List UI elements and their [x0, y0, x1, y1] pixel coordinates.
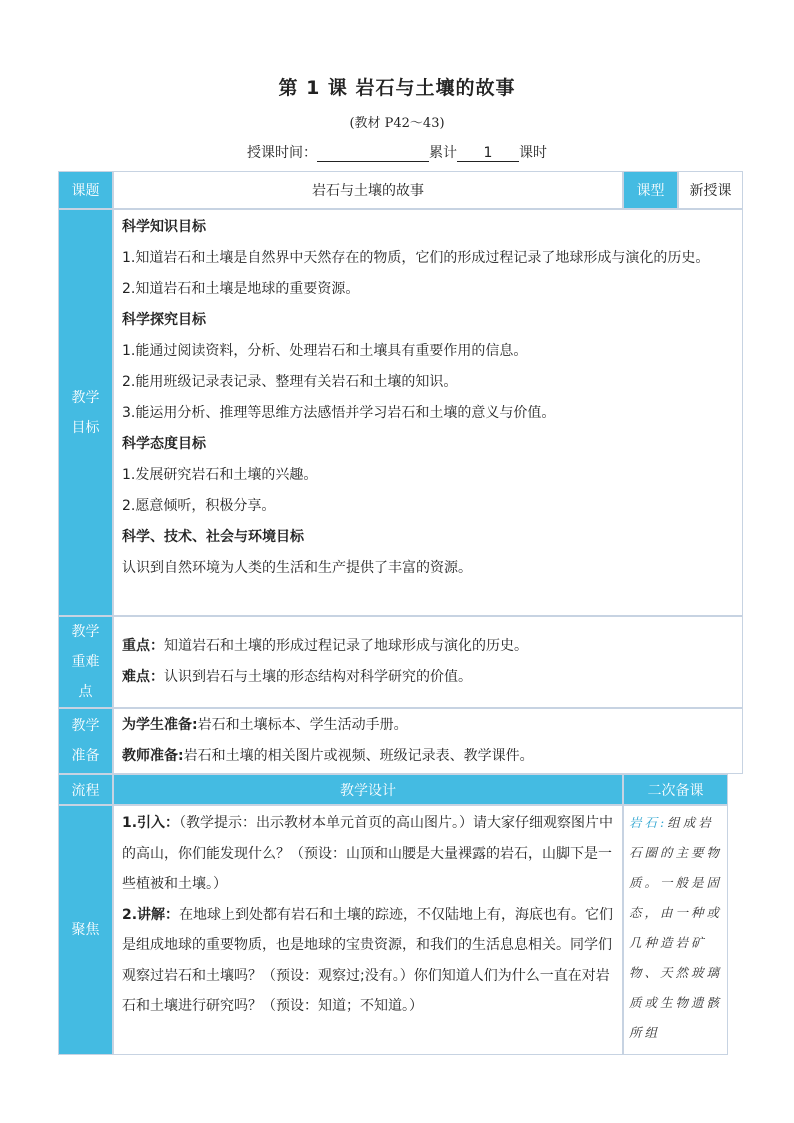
student-prep-label: 为学生准备: — [122, 717, 198, 733]
objective-heading: 科学、技术、社会与环境目标 — [122, 529, 304, 545]
period-label: 课时 — [519, 145, 547, 161]
student-prep-text: 岩石和土壤标本、学生活动手册。 — [197, 717, 408, 733]
step2-label: 2.讲解： — [122, 906, 180, 923]
preparation-row — [58, 708, 743, 774]
objective-item: 1.能通过阅读资料，分析、处理岩石和土壤具有重要作用的信息。 — [122, 343, 528, 359]
secondary-prep-header: 二次备课 — [623, 774, 728, 805]
objective-heading: 科学知识目标 — [122, 219, 206, 235]
step1-text: （教学提示：出示教材本单元首页的高山图片。）请大家仔细观察图片中的高山，你们能发现什么？（预设：山顶和山腰是大量裸露的岩石，山脚下是一些植被和土壤。） — [122, 815, 614, 892]
difficult-point-label: 难点： — [122, 669, 164, 685]
objective-item: 1.知道岩石和土壤是自然界中天然存在的物质，它们的形成过程记录了地球形成与演化的历史。 — [122, 250, 710, 266]
focus-content — [113, 805, 623, 1055]
focus-row — [58, 805, 728, 1055]
type-label: 课型 — [623, 171, 678, 209]
cumulative-label: 累计 — [429, 145, 457, 161]
objective-item: 认识到自然环境为人类的生活和生产提供了丰富的资源。 — [122, 560, 472, 576]
objectives-row — [58, 209, 743, 616]
lesson-title: 第 1 课 岩石与土壤的故事 — [278, 77, 516, 99]
objective-heading: 科学探究目标 — [122, 312, 206, 328]
design-header: 教学设计 — [113, 774, 623, 805]
topic-value: 岩石与土壤的故事 — [113, 171, 623, 209]
key-points-row — [58, 616, 743, 708]
process-header-row — [58, 774, 728, 805]
cumulative-value: 1 — [457, 145, 519, 162]
key-point-label: 重点： — [122, 638, 164, 654]
difficult-point-text: 认识到岩石与土壤的形态结构对科学研究的价值。 — [164, 669, 472, 685]
objectives-content — [113, 209, 743, 616]
key-point-text: 知道岩石和土壤的形成过程记录了地球形成与演化的历史。 — [164, 638, 528, 654]
lesson-subtitle: (教材 P42～43) — [349, 116, 445, 131]
schedule-line — [0, 142, 794, 162]
note-text: 组成岩石圈的主要物质。一般是固态，由一种或几种造岩矿物、天然玻璃质或生物遗骸所组 — [629, 815, 723, 1040]
topic-row — [58, 171, 743, 209]
objective-heading: 科学态度目标 — [122, 436, 206, 452]
objective-item: 3.能运用分析、推理等思维方法感悟并学习岩石和土壤的意义与价值。 — [122, 405, 556, 421]
step2-text: 在地球上到处都有岩石和土壤的踪迹，不仅陆地上有，海底也有。它们是组成地球的重要物质，也是地球的宝贵资源，和我们的生活息息相关。同学们观察过岩石和土壤吗？（预设：观察过;没有。）你们知道人们为什么一直在对岩石和土壤进行研究吗？（预设：知道；不知道。） — [122, 906, 614, 1014]
key-points-content — [113, 616, 743, 708]
note-keyword: 岩石: — [629, 815, 668, 830]
step1-label: 1.引入： — [122, 815, 180, 831]
preparation-content — [113, 708, 743, 774]
flow-header: 流程 — [58, 774, 113, 805]
focus-label: 聚焦 — [58, 805, 113, 1055]
objective-item: 1.发展研究岩石和土壤的兴趣。 — [122, 467, 318, 483]
type-value: 新授课 — [678, 171, 743, 209]
topic-label: 课题 — [58, 171, 113, 209]
time-blank[interactable] — [317, 145, 429, 162]
secondary-prep-note[interactable] — [623, 805, 728, 1055]
teacher-prep-text: 岩石和土壤的相关图片或视频、班级记录表、教学课件。 — [183, 748, 534, 764]
preparation-label: 教学 准备 — [58, 708, 113, 774]
objective-item: 2.知道岩石和土壤是地球的重要资源。 — [122, 281, 360, 297]
objective-item: 2.愿意倾听，积极分享。 — [122, 498, 276, 514]
objective-item: 2.能用班级记录表记录、整理有关岩石和土壤的知识。 — [122, 374, 458, 390]
teacher-prep-label: 教师准备: — [122, 748, 184, 764]
time-label: 授课时间： — [247, 145, 317, 161]
key-points-label: 教学 重难 点 — [58, 616, 113, 708]
objectives-label: 教学 目标 — [58, 209, 113, 616]
